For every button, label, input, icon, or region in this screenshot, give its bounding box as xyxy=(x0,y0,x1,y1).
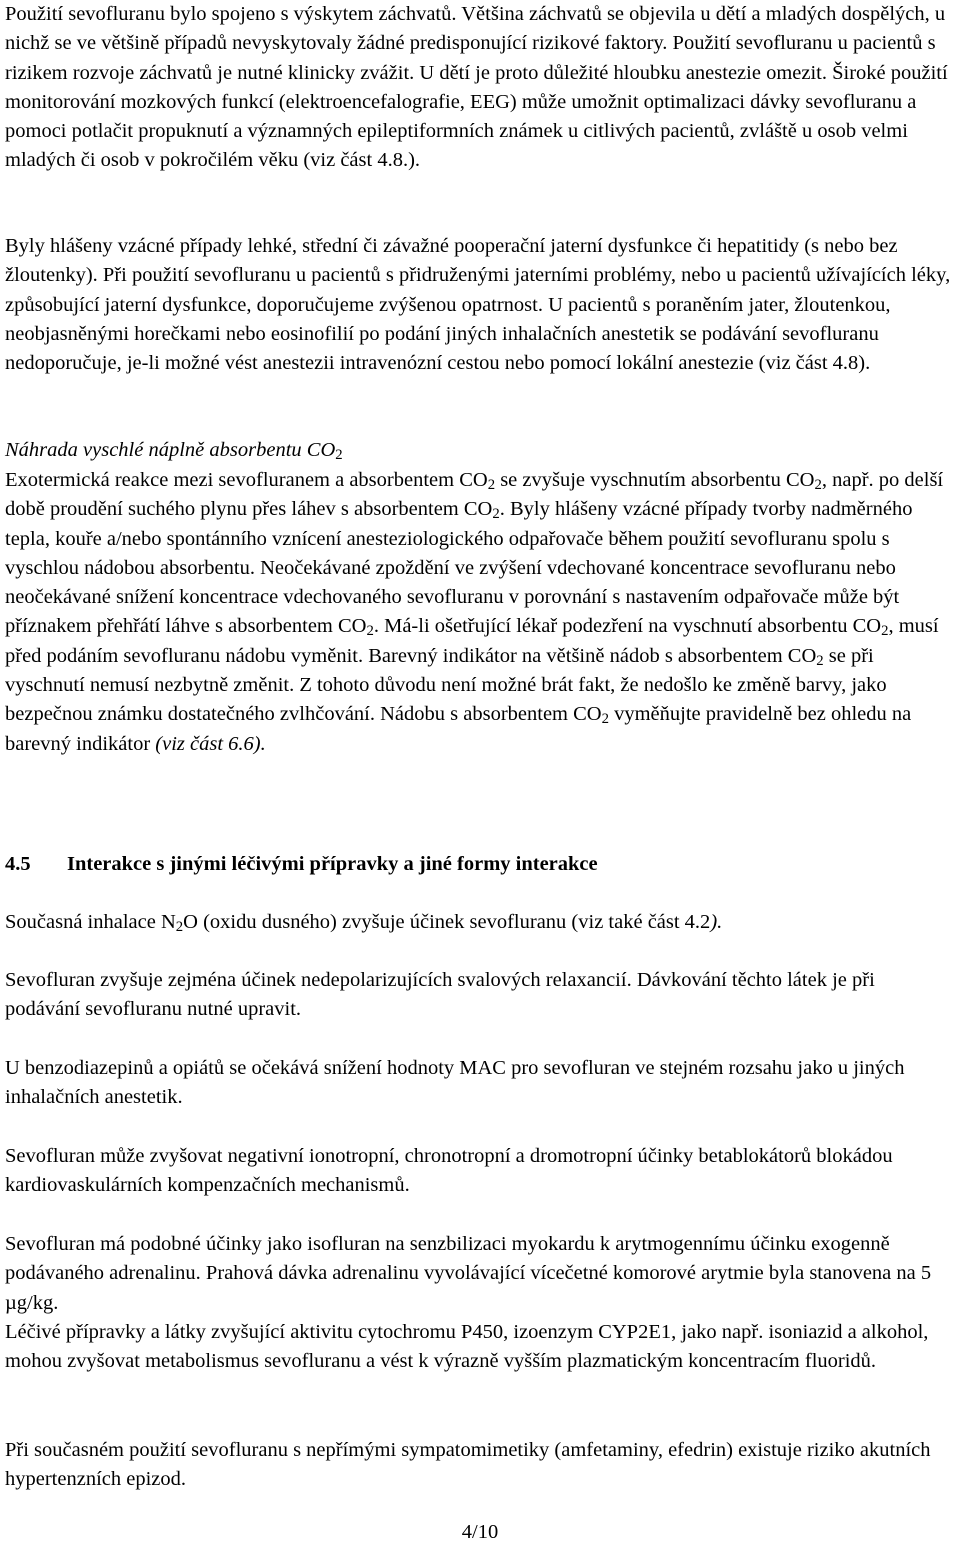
paragraph-absorbent: Exotermická reakce mezi sevofluranem a absorbentem $CO_2$ se zvyšuje vyschnutím absorbentu $CO_2$, např. po delší době proudění suchého plynu přes láhev s absorbentem $CO_2$. Byly hlášeny vzácné případy tvorby nadměrného tepla, kouře a/nebo spontánního vznícení anesteziologického odpařovače během použití sevofluranu spolu s vyschlou nádobou absorbentu. Neočekávané zpoždění ve zvýšení vdechované koncentrace sevofluranu nebo neočekávané snížení koncentrace vdechovaného sevofluranu v porovnání s nastavením odpařovače může být příznakem přehřátí láhve s absorbentem $CO_2$. Má-li ošetřující lékař podezření na vyschnutí absorbentu $CO_2$, musí před podáním sevofluranu nádobu vyměnit. Barevný indikátor na většině nádob s absorbentem $CO_2$ se při vyschnutí nemusí nezbytně změnit. Z tohoto důvodu není možné brát fakt, že nedošlo ke změně barvy, jako bezpečnou známku dostatečného zvlhčování. Nádobu s absorbentem $CO_2$ vyměňujte pravidelně bez ohledu na barevný indikátor (viz část 6.6). xyxy=(5,469,944,755)
section-heading xyxy=(5,850,955,879)
paragraph-cyp2e1: Léčivé přípravky a látky zvyšující aktivitu cytochromu P450, izoenzym CYP2E1, jako např. isoniazid a alkohol, mohou zvyšovat metabolismus sevofluranu a vést k výrazně vyšším plazmatickým koncentracím fluoridů. xyxy=(5,1321,929,1373)
paragraph-sympathomimetics: Při současném použití sevofluranu s nepřímými sympatomimetiky (amfetaminy, efedrin) existuje riziko akutních hypertenzních epizod. xyxy=(5,1439,931,1491)
paragraph-hepatic: Byly hlášeny vzácné případy lehké, střední či závažné pooperační jaterní dysfunkce či hepatitidy (s nebo bez žloutenky). Při použití sevofluranu u pacientů s přidruženými jaterními problémy, nebo u pacientů užívajících léky, způsobující jaterní dysfunkce, doporučujeme zvýšenou opatrnost. U pacientů s poraněním jater, žloutenkou, neobjasněnými horečkami nebo eosinofilií po podání jiných inhalačních anestetik se podávání sevofluranu nedoporučuje, je-li možné vést anestezii intravenózní cestou nebo pomocí lokální anestezie (viz část 4.8). xyxy=(5,235,951,375)
paragraph-seizures: Použití sevofluranu bylo spojeno s výskytem záchvatů. Většina záchvatů se objevila u dětí a mladých dospělých, u nichž se ve většině případů nevyskytovaly žádné predisponující rizikové faktory. Použití sevofluranu u pacientů s rizikem rozvoje záchvatů je nutné klinicky zvážit. U dětí je proto důležité hloubku anestezie omezit. Široké použití monitorování mozkových funkcí (elektroencefalografie, EEG) může umožnit optimalizaci dávky sevofluranu a pomoci potlačit propuknutí a významných epileptiformních známek u citlivých pacientů, zvláště u osob velmi mladých či osob v pokročilém věku (viz část 4.8.). xyxy=(5,3,948,172)
section-number: 4.5 xyxy=(5,853,31,875)
absorbent-subheading: Náhrada vyschlé náplně absorbentu $CO_2$ xyxy=(5,439,343,464)
section-title: Interakce s jinými léčivými přípravky a jiné formy interakce xyxy=(67,853,598,875)
paragraph-relaxants: Sevofluran zvyšuje zejména účinek nedepolarizujících svalových relaxancií. Dávkování těchto látek je při podávání sevofluranu nutné upravit. xyxy=(5,969,875,1021)
paragraph-n2o: Současná inhalace $N_2O$ (oxidu dusného) zvyšuje účinek sevofluranu (viz také část 4.2). xyxy=(5,911,723,936)
page-number: 4/10 xyxy=(461,1521,499,1543)
paragraph-adrenaline: Sevofluran má podobné účinky jako isofluran na senzbilizaci myokardu k arytmogennímu účinku exogenně podávaného adrenalinu. Prahová dávka adrenalinu vyvolávající vícečetné komorové arytmie byla stanovena na 5 µg/kg. xyxy=(5,1233,932,1314)
paragraph-betablockers: Sevofluran může zvyšovat negativní ionotropní, chronotropní a dromotropní účinky betablokátorů blokádou kardiovaskulárních kompenzačních mechanismů. xyxy=(5,1145,893,1197)
paragraph-benzodiazepines: U benzodiazepinů a opiátů se očekává snížení hodnoty MAC pro sevofluran ve stejném rozsahu jako u jiných inhalačních anestetik. xyxy=(5,1057,905,1109)
